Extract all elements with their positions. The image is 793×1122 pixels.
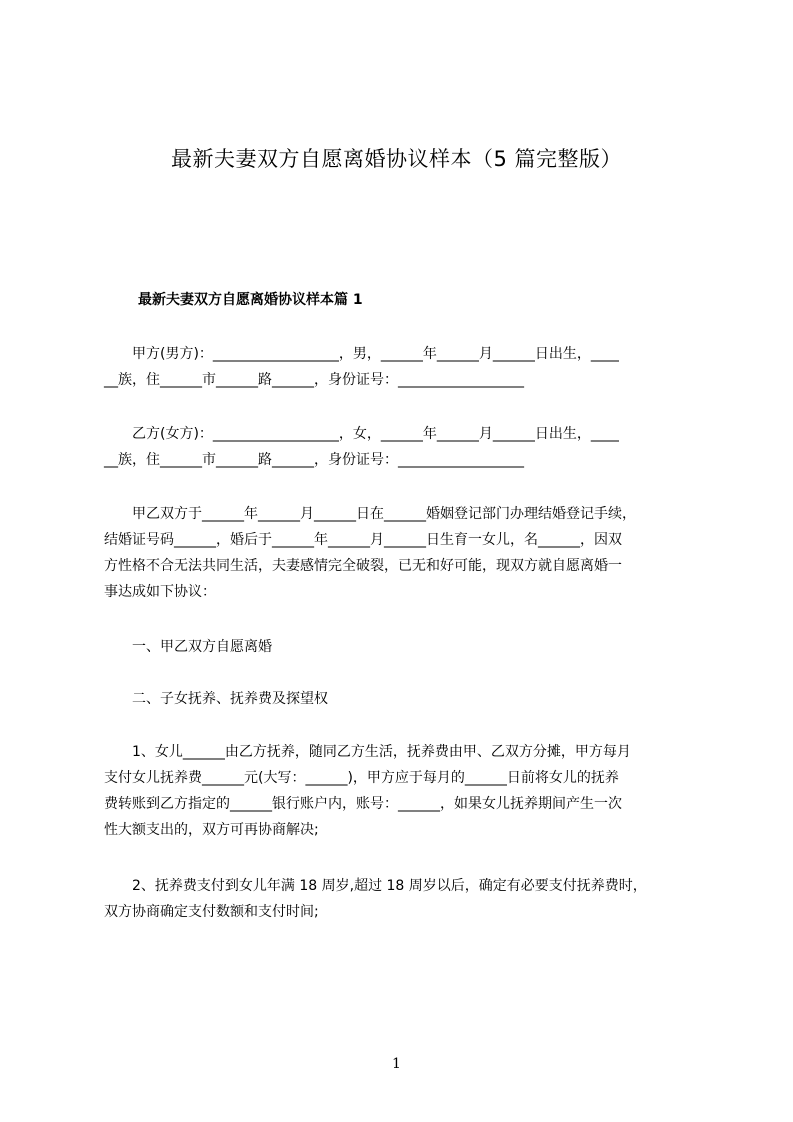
party-b-paragraph [104, 421, 716, 473]
clause-one-line-3: 费转账到乙方指定的______银行账户内，账号：______，如果女儿抚养期间产生一次 [104, 796, 622, 812]
item-one-line: 一、甲乙双方自愿离婚 [104, 639, 272, 655]
clause-one-line-1: 1、女儿______由乙方抚养，随同乙方生活，抚养费由甲、乙双方分摊，甲方每月 [104, 744, 631, 760]
clause-two-paragraph [104, 873, 716, 925]
intro-line-1: 甲乙双方于______年______月______日在______婚姻登记部门办理结婚登记手续， [104, 506, 636, 522]
clause-two-line-1: 2、抚养费支付到女儿年满 18 周岁,超过 18 周岁以后，确定有必要支付抚养费时， [104, 878, 647, 894]
party-a-line-1: 甲方(男方)：__________________，男，______年______月______日出生，____ [104, 346, 619, 362]
item-one-paragraph [104, 634, 716, 660]
intro-line-2: 结婚证号码______，婚后于______年______月______日生育一女儿，名______，因双 [104, 532, 622, 548]
party-b-line-1: 乙方(女方)：__________________，女，______年______月______日出生，____ [104, 426, 619, 442]
party-a-line-2: __族，住______市______路______，身份证号：__________________ [104, 372, 524, 388]
intro-line-3: 方性格不合无法共同生活，夫妻感情完全破裂，已无和好可能，现双方就自愿离婚一 [104, 558, 622, 574]
clause-one-line-4: 性大额支出的，双方可再协商解决; [104, 822, 319, 838]
intro-paragraph [104, 501, 716, 605]
party-b-line-2: __族，住______市______路______，身份证号：__________________ [104, 452, 524, 468]
page-number: 1 [392, 1056, 401, 1072]
clause-one-line-2: 支付女儿抚养费______元(大写：______)，甲方应于每月的______日前将女儿的抚养 [104, 770, 619, 786]
party-a-paragraph [104, 341, 716, 393]
section-heading: 最新夫妻双方自愿离婚协议样本篇 1 [138, 292, 363, 308]
intro-line-4: 事达成如下协议： [104, 584, 216, 600]
clause-two-line-2: 双方协商确定支付数额和支付时间; [104, 904, 319, 920]
item-two-line: 二、子女抚养、抚养费及探望权 [104, 691, 328, 707]
item-two-paragraph [104, 686, 716, 712]
clause-one-paragraph [104, 739, 716, 843]
document-title: 最新夫妻双方自愿离婚协议样本（5 篇完整版） [170, 147, 623, 171]
